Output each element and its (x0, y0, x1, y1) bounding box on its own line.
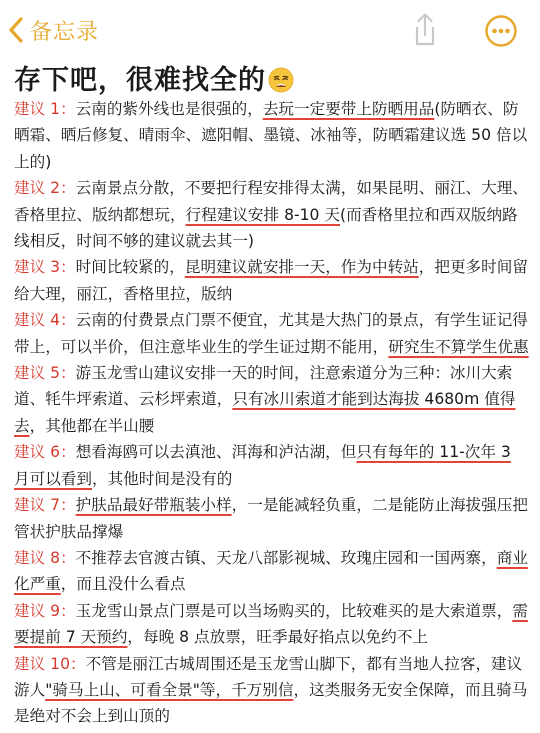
note-item (14, 254, 530, 307)
note-item-label: 建议 2： (14, 179, 76, 198)
more-options-button[interactable] (484, 14, 518, 48)
underlined-text: 昆明建议就安排一天，作为中转站 (184, 258, 419, 277)
note-text: 云南的付费景点门票不便宜，尤其是大热门的景点，有学生证记得带上，可以半价，但注意毕业生的学生证过期不能用， (14, 311, 528, 356)
note-item (14, 96, 530, 175)
note-text: ，其他时间是没有的 (91, 469, 233, 488)
note-title (14, 58, 294, 97)
note-text: 不管是丽江古城周围还是玉龙雪山脚下，都有当地人拉客，建议游人 (14, 654, 523, 699)
note-item (14, 492, 530, 545)
back-label: 备忘录 (30, 19, 100, 45)
note-text: ，一是能减轻负重，二是能防止海拔强压把管状护肤品撑爆 (14, 496, 528, 541)
navigation-bar (0, 0, 540, 56)
note-body (14, 96, 530, 730)
note-item-label: 建议 7： (14, 496, 76, 515)
underlined-text: "骑马上山、可看全景"等，千万别信 (45, 680, 294, 699)
note-item-label: 建议 10： (14, 654, 86, 673)
underlined-text: 只有每年的 11-次年 3 月可以看到 (14, 443, 511, 488)
note-text: 时间比较紧的， (75, 258, 185, 277)
share-icon (405, 10, 445, 50)
note-item (14, 439, 530, 492)
note-text: 云南景点分散，不要把行程安排得太满，如果昆明、丽江、大理、香格里拉、版纳都想玩， (14, 179, 528, 224)
note-item (14, 598, 530, 651)
note-text: 不推荐去官渡古镇、天龙八部影视城、玫瑰庄园和一国两寨， (75, 548, 497, 567)
note-item-label: 建议 3： (14, 258, 76, 277)
note-text: 想看海鸥可以去滇池、洱海和泸沽湖，但 (75, 443, 357, 462)
note-text: ，而且没什么看点 (60, 575, 186, 594)
note-text: ，这类服务无安全保障，而且骑马是绝对不会上到山顶的 (14, 680, 528, 726)
underlined-text: 护肤品最好带瓶装小样 (75, 496, 232, 515)
note-item-label: 建议 8： (14, 548, 76, 567)
note-text: 云南的紫外线也是很强的， (75, 100, 263, 118)
note-text: ，每晚 8 点放票，旺季最好掐点以免约不上 (127, 628, 428, 647)
note-text: 玉龙雪山景点门票是可以当场购买的，比较难买的是大索道票， (75, 601, 513, 620)
note-text: (防晒衣、防晒霜、晒后修复、晴雨伞、遮阳帽、墨镜、冰袖等，防晒霜建议选 50 倍以上的) (14, 100, 528, 171)
share-button[interactable] (405, 10, 445, 50)
note-item (14, 651, 530, 730)
note-text: (而香格里拉和西双版纳路线相反，时间不够的建议就去其一) (14, 205, 518, 251)
note-text: ，把更多时间留给大理，丽江，香格里拉，版纳 (14, 258, 528, 303)
note-item-label: 建议 6： (14, 443, 76, 462)
chevron-left-icon (8, 16, 24, 44)
note-item-label: 建议 1： (14, 100, 76, 118)
back-button[interactable] (8, 10, 99, 50)
underlined-text: 研究生不算学生优惠 (388, 337, 529, 356)
note-item-label: 建议 4： (14, 311, 76, 330)
note-item (14, 307, 530, 360)
note-item-label: 建议 5： (14, 364, 76, 383)
underlined-text: 去玩一定要带上防晒用品 (262, 100, 435, 118)
underlined-text: 行程建议安排 8-10 天 (185, 205, 341, 224)
note-text: 游玉龙雪山建议安排一天的时间，注意索道分为三种：冰川大索道、牦牛坪索道、云杉坪索道， (14, 364, 513, 409)
note-item-label: 建议 9： (14, 601, 76, 620)
underlined-text: 商业化严重 (14, 548, 528, 594)
more-icon (484, 14, 518, 48)
note-item (14, 175, 530, 254)
note-item (14, 545, 530, 598)
underlined-text: 只有冰川索道才能到达海拔 4680m 值得去 (14, 390, 516, 435)
note-text: ，其他都在半山腰 (29, 416, 155, 435)
note-title-text: 存下吧，很难找全的 (14, 65, 266, 96)
weary-face-emoji (268, 67, 294, 93)
note-item (14, 360, 530, 439)
underlined-text: 需要提前 7 天预约 (14, 601, 528, 647)
